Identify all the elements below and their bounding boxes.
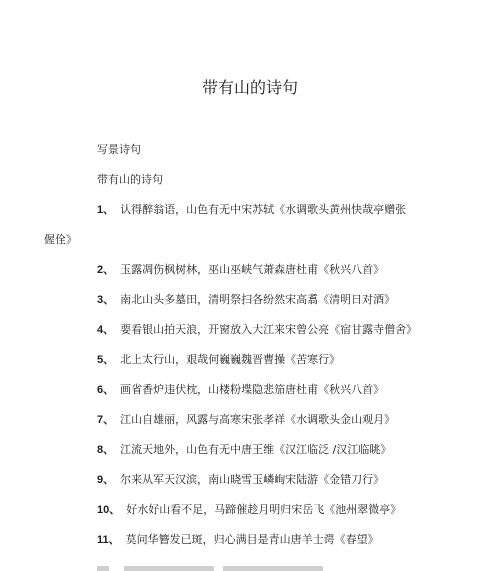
poem-line <box>97 502 401 518</box>
poem-number: 10、 <box>97 504 121 516</box>
poem-number: 3、 <box>97 294 115 306</box>
poem-line <box>97 262 384 278</box>
section-heading-mountain: 带有山的诗句 <box>97 173 163 186</box>
clipped-next-line <box>97 559 327 571</box>
poem-text: 莫问华簪发已斑，归心满目是青山唐羊士谔《春望》 <box>125 533 379 546</box>
poem-line <box>97 412 395 428</box>
poem-number: 5、 <box>97 354 115 366</box>
poem-number: 8、 <box>97 444 115 456</box>
poem-text: 尔来从军天汉滨，南山晓雪玉嶙峋宋陆游《金错刀行》 <box>120 473 385 486</box>
poem-number: 2、 <box>97 264 115 276</box>
poem-line-continuation: 偓佺》 <box>44 233 77 246</box>
poem-number: 6、 <box>97 384 115 396</box>
poem-text: 北上太行山，艰哉何巍巍魏晋曹操《苦寒行》 <box>120 353 341 366</box>
poem-text: 江流天地外，山色有无中唐王维《汉江临泛 /汉江临眺》 <box>120 443 392 456</box>
poem-line <box>97 472 384 488</box>
poem-line <box>97 442 391 458</box>
poem-line <box>97 382 384 398</box>
poem-number: 11、 <box>97 534 120 546</box>
poem-line <box>97 532 379 548</box>
clipped-glyphs <box>223 566 323 571</box>
clipped-glyphs <box>97 566 109 571</box>
poem-text: 认得醉翁语，山色有无中宋苏轼《水调歌头黄州快哉亭赠张 <box>120 203 407 216</box>
poem-text: 玉露凋伤枫树林，巫山巫峡气萧森唐杜甫《秋兴八首》 <box>120 263 385 276</box>
poem-text: 画省香炉违伏枕，山楼粉堞隐悲笳唐杜甫《秋兴八首》 <box>120 383 385 396</box>
poem-line <box>97 352 340 368</box>
poem-number: 9、 <box>97 474 115 486</box>
clipped-glyphs <box>124 566 214 571</box>
poem-line <box>97 322 417 338</box>
poem-text: 要看银山拍天浪，开窗放入大江来宋曾公亮《宿甘露寺僧舍》 <box>120 323 418 336</box>
document-title: 带有山的诗句 <box>201 78 298 97</box>
poem-line <box>97 292 395 308</box>
poem-line <box>97 202 406 218</box>
poem-text: 好水好山看不足，马蹄催趁月明归宋岳飞《池州翠微亭》 <box>126 503 402 516</box>
poem-number: 1、 <box>97 204 115 216</box>
poem-number: 4、 <box>97 324 115 336</box>
poem-number: 7、 <box>97 414 115 426</box>
poem-text: 南北山头多墓田，清明祭扫各纷然宋高翥《清明日对酒》 <box>120 293 396 306</box>
poem-text: 江山自雄丽，风露与高寒宋张孝祥《水调歌头金山观月》 <box>120 413 396 426</box>
section-heading-scenery: 写景诗句 <box>97 143 141 156</box>
